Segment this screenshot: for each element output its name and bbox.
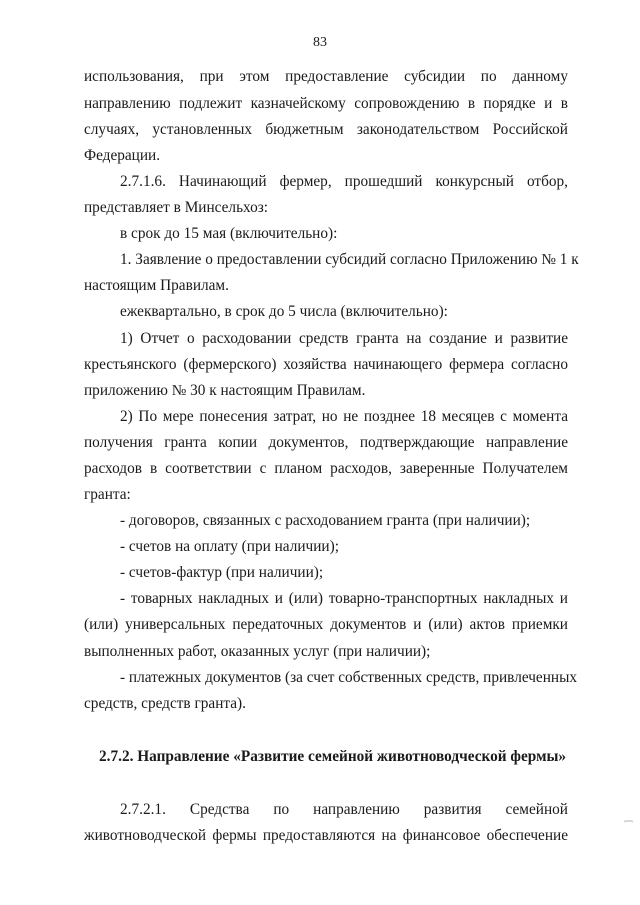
paragraph-heading-2-7-1-6: 2.7.1.6. Начинающий фермер, прошедший конкурсный отбор, bbox=[120, 173, 568, 190]
list-item: - договоров, связанных с расходованием гранта (при наличии); bbox=[120, 512, 531, 529]
list-item: - счетов-фактур (при наличии); bbox=[120, 564, 324, 581]
text-line: 1) Отчет о расходовании средств гранта на создание и развитие bbox=[120, 330, 568, 347]
text-line: получения гранта копии документов, подтверждающие направление bbox=[84, 434, 568, 451]
text-line: ежеквартально, в срок до 5 числа (включительно): bbox=[120, 303, 448, 320]
text-line: направлению подлежит казначейскому сопровождению в порядке и в bbox=[84, 95, 568, 112]
text-line: крестьянского (фермерского) хозяйства начинающего фермера согласно bbox=[84, 356, 568, 373]
text-line: выполненных работ, оказанных услуг (при наличии); bbox=[84, 643, 431, 660]
text-line: представляет в Минсельхоз: bbox=[84, 199, 269, 216]
margin-bracket: [ bbox=[624, 820, 634, 823]
list-item: - товарных накладных и (или) товарно-транспортных накладных и bbox=[120, 590, 568, 607]
text-line: 1. Заявление о предоставлении субсидий согласно Приложению № 1 к bbox=[120, 251, 579, 268]
text-line: 2) По мере понесения затрат, но не позднее 18 месяцев с момента bbox=[120, 408, 568, 425]
text-line: расходов в соответствии с планом расходов, заверенные Получателем bbox=[84, 460, 568, 477]
text-line: приложению № 30 к настоящим Правилам. bbox=[84, 382, 366, 399]
text-line: животноводческой фермы предоставляются на финансовое обеспечение bbox=[84, 827, 568, 844]
list-item: - платежных документов (за счет собственных средств, привлеченных bbox=[120, 669, 578, 686]
text-line: (или) универсальных передаточных документов и (или) актов приемки bbox=[84, 616, 568, 633]
page-number: 83 bbox=[313, 35, 327, 50]
text-line: настоящим Правилам. bbox=[84, 277, 229, 294]
section-heading-2-7-2: 2.7.2. Направление «Развитие семейной животноводческой фермы» bbox=[99, 748, 567, 765]
text-line: случаях, установленных бюджетным законодательством Российской bbox=[84, 121, 568, 138]
text-line: использования, при этом предоставление субсидии по данному bbox=[84, 68, 568, 85]
paragraph-heading-2-7-2-1: 2.7.2.1. Средства по направлению развития семейной bbox=[120, 801, 568, 818]
list-item: - счетов на оплату (при наличии); bbox=[120, 538, 339, 555]
text-line: Федерации. bbox=[84, 147, 161, 164]
text-line: средств, средств гранта). bbox=[84, 695, 246, 712]
text-line: гранта: bbox=[84, 486, 131, 503]
text-line: в срок до 15 мая (включительно): bbox=[120, 225, 338, 242]
